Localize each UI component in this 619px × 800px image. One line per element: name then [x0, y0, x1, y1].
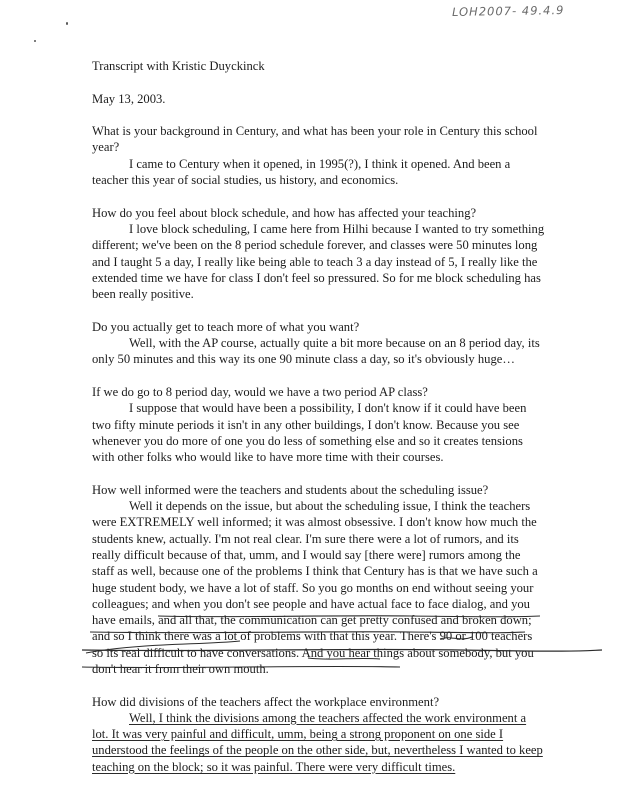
transcript-line: don't hear it from their own mouth.: [92, 661, 269, 676]
underlined-line: Well, I think the divisions among the teachers affected the work environment a: [129, 710, 527, 725]
transcript-line: teacher this year of social studies, us history, and economics.: [92, 173, 399, 188]
transcript-body: [92, 58, 597, 775]
scan-speck: [66, 22, 68, 25]
transcript-line: were EXTREMELY well informed; it was almost obsessive. I don't know how much the: [92, 515, 537, 530]
transcript-line: have emails, and all that, the communication can get pretty confused and broken down;: [92, 613, 532, 628]
underlined-line: teaching on the block; so it was painful. There were very difficult times.: [92, 759, 456, 774]
transcript-line: How well informed were the teachers and students about the scheduling issue?: [92, 482, 489, 497]
transcript-line: been really positive.: [92, 287, 194, 302]
transcript-line: How do you feel about block schedule, and how has affected your teaching?: [92, 205, 477, 220]
transcript-line: How did divisions of the teachers affect the workplace environment?: [92, 694, 440, 709]
paragraph-gap: [92, 188, 597, 204]
transcript-line: If we do go to 8 period day, would we have a two period AP class?: [92, 384, 428, 399]
transcript-line: I love block scheduling, I came here from Hilhi because I wanted to try something: [129, 221, 545, 236]
transcript-line: two fifty minute periods it isn't in any other buildings, I don't know. Because you see: [92, 417, 520, 432]
transcript-line: really difficult because of that, umm, and I would say [there were] rumors among the: [92, 547, 521, 562]
transcript-line: and I taught 5 a day, I really like being able to teach 3 a day instead of 5, I really like the: [92, 254, 538, 269]
transcript-line: I suppose that would have been a possibility, I don't know if it could have been: [129, 401, 527, 416]
transcript-line: whenever you do more of one you do less of something else and so it creates tensions: [92, 433, 523, 448]
underlined-passage: [92, 710, 597, 775]
transcript-line: year?: [92, 140, 120, 155]
underlined-line: lot. It was very painful and difficult, umm, being a strong proponent on one side I: [92, 727, 504, 742]
paragraph-gap: [92, 302, 597, 318]
spacer: [92, 107, 597, 123]
transcript-line: colleagues; and when you don't see people and have actual face to face dialog, and you: [92, 596, 530, 611]
transcript-line: I came to Century when it opened, in 1995(?), I think it opened. And been a: [129, 156, 511, 171]
spacer: [92, 74, 597, 90]
transcript-lines: [92, 123, 597, 710]
document-date: May 13, 2003.: [92, 91, 166, 106]
transcript-line: Well it depends on the issue, but about the scheduling issue, I think the teachers: [129, 499, 531, 514]
underlined-line: understood the feelings of the people on the other side, but, nevertheless I wanted to keep: [92, 743, 543, 758]
transcript-line: What is your background in Century, and what has been your role in Century this school: [92, 124, 538, 139]
transcript-line: extended time we have for class I don't feel so pressured. So for me block scheduling has: [92, 270, 541, 285]
transcript-line: so its real difficult to have conversations. And you hear things about somebody, but you: [92, 645, 534, 660]
paragraph-gap: [92, 465, 597, 481]
transcript-line: students knew, actually. I'm not real clear. I'm sure there were a lot of rumors, and its: [92, 531, 519, 546]
transcript-line: and so I think there was a lot of problems with that this year. There's 90 or 100 teachers: [92, 629, 533, 644]
paragraph-gap: [92, 368, 597, 384]
transcript-line: Do you actually get to teach more of what you want?: [92, 319, 360, 334]
transcript-line: with other folks who would like to have more time with their courses.: [92, 450, 444, 465]
transcript-line: huge student body, we have a lot of staff. So you go months on end without seeing your: [92, 580, 534, 595]
transcript-line: Well, with the AP course, actually quite a bit more because on an 8 period day, its: [129, 336, 540, 351]
scan-speck: [34, 40, 36, 42]
document-title: Transcript with Kristic Duyckinck: [92, 59, 265, 73]
transcript-line: staff as well, because one of the problems I think that Century has is that we have such a: [92, 564, 538, 579]
archive-stamp: LOH2007- 49.4.9: [451, 3, 565, 19]
transcript-line: different; we've been on the 8 period schedule forever, and classes were 50 minutes long: [92, 238, 538, 253]
paragraph-gap: [92, 677, 597, 693]
transcript-line: only 50 minutes and this way its one 90 minute class a day, so it's obviously huge…: [92, 352, 515, 367]
